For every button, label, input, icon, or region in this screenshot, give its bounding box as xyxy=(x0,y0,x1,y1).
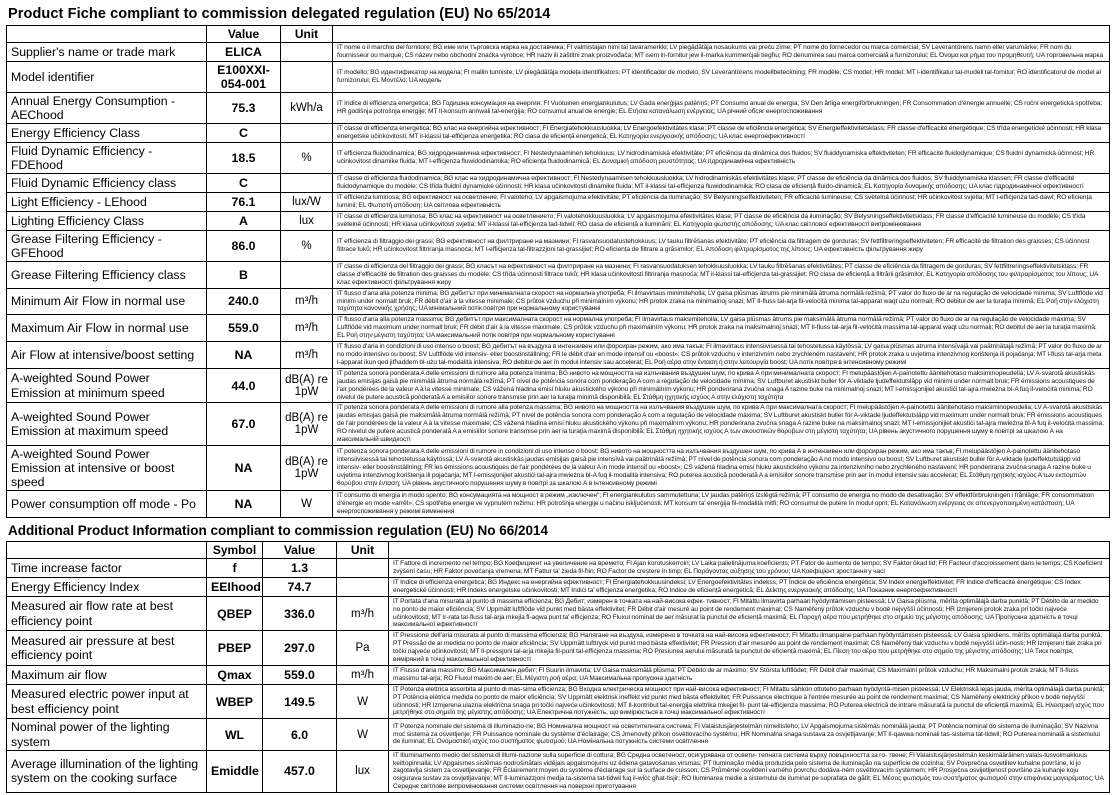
row-label: Fluid Dynamic Efficiency - FDEhood xyxy=(7,142,207,173)
row-unit xyxy=(337,559,389,578)
table-row xyxy=(7,193,1110,212)
row-value: 1.3 xyxy=(263,559,337,578)
row-value: E100XXI-054-001 xyxy=(207,61,281,92)
row-notes: IT consumo di energia in modo spento; BG консумацията на мощност в режим „изключен"; FI energiankulutus sammutettuna; LV jaudas patēriņš izslēgtā režīmā; PT consumo de energia no modo de desativação; SV effektförbrukningen i frånläge; FR consommation d'énergie en mode «arrêt»; CS spotřeba energie ve vypnutém režimu; HR potrošnja energije u načinu isključenosti; MT konsum ta' enerġija fil-modalità mitfi; RO consumul de putere în modul oprit; EL Κατανάλωση ενέργειας σε απενεργοποιημένη κατάσταση; UA енергоспоживання у режимі вимкнення xyxy=(333,491,1110,518)
row-value: 75.3 xyxy=(207,92,281,123)
row-unit: % xyxy=(281,230,333,261)
row-unit: m³/h xyxy=(281,315,333,342)
row-label: Measured air flow rate at best efficiency point xyxy=(7,596,207,631)
row-symbol: WL xyxy=(207,719,263,750)
row-value: 297.0 xyxy=(263,631,337,666)
row-label: Average illumination of the lighting system on the cooking surface xyxy=(7,750,207,793)
table-row xyxy=(7,368,1110,403)
row-label: A-weighted Sound Power Emission at intensive or boost speed xyxy=(7,445,207,490)
row-unit xyxy=(281,124,333,143)
row-value: 67.0 xyxy=(207,403,281,446)
row-symbol: f xyxy=(207,559,263,578)
row-label: Model identifier xyxy=(7,61,207,92)
table-row xyxy=(7,684,1110,719)
row-value: A xyxy=(207,211,281,230)
row-notes: IT potenza sonora ponderata A delle emissioni di rumore in condizioni di uso intenso o boost; BG нивото на мощността на излъчвания въздушен шум, по крива А в интензивен или форсиран режим, ако има такъв; FI melupäästöjen A-painotettu äänitehotaso intensiivisessä tai tehostetussa käytössä; LV A-svarotā akustiskās jaudas emisijas gaisā pie intensīvā vai paātrinātā režīmā; PT nível de potência sonora com ponderação A no modo intensivo ou boost; SV Luftburet akustiskt buller för A-viktade ljudeffektutsläpp vid intensiv- eller boostinställning; FR les émissions acoustiques de l'air pondérées de la valeur A in mode intensif ou «boost»; CS vážená hladina emisí hluku akustického výkonu za intenzivního nebo zrychleného nastavení; HR ponderirana zvučna snaga A razine buke u uvjetima intenzivnog korištenja ili pojačanja; MT l-emissjonijiet akustiċi tal-ajra mwieżna bl-A fuq il-modalità intensiva; RO puterea acustică ponderată A a emisiilor sonore transmise prin aer în modul intensiv sau accelerat; EL Στάθμη ηχητικής ισχύος Α των εκπομπών θορύβου στην ένταση; UA рівень акустичного порушення шуму в повітрі за шкалою А в інтенсивному режимі xyxy=(333,445,1110,490)
table-row xyxy=(7,315,1110,342)
header2-symbol: Symbol xyxy=(207,542,263,559)
table-row xyxy=(7,211,1110,230)
row-notes: IT classe di efficienza del filtraggio dei grassi; BG класът на ефективност на филтриране на мазнини; FI rasvansuodatuksen tehokkuusluokka; LV tauku filtrēšanas efektivitātes; PT classe de eficiência da filtragem de gorduras; SV fettfiltreringseffektivitetsklass; FR classe d'efficacité de filtration des graisses du modèle; CS třída účinnosti filtrace tuků; HR klasa učinkovitosti filtriranja masnoća; MT il-klassi tal-effiċjenza tal-grassijiet; RO clasa de eficiență a filtrării grăsimilor; EL Κατηγορία απόδοσης του φιλτραρίσματος του λίπους; UA клас ефективності фільтрування жиру xyxy=(333,261,1110,288)
row-notes: IT Pressione dell'aria misurata al punto di massima efficienza; BG Налягане на въздуха, измерено в точката на най-висока ефективност; FI Mitattu ilmanpaine parhaan hyödyntämisen pisteessä; LV Gaisa spiediens, mērīts optimālajā darba punktā; PT Pressão de ar medida no ponto de maior eficiência; SV Uppmätt lufttryck vid punkt med bästa effektivitet; FR Pression d'air mesurée au point de rendement maximal; CS Naměřený tlak vzduchu v bodě nejvyšší účin-nosti; HR Izmjereni tlak zraka pri točki najveće učinkovitosti; MT Il-pressjoni tal-arja mkejla fil-punt tal-effiċjenza massima; RO Presiunea aerului măsurată la punctul de eficiență maximă; EL Πίεση του αέρα που μετρήθηκε στο σημείο της μέγιστης απόδοσης; UA Тиск повітря, виміряний в точці максимальної ефективності xyxy=(389,631,1110,666)
row-label: Time increase factor xyxy=(7,559,207,578)
table-row xyxy=(7,403,1110,446)
row-notes: IT Portata d'aria misurata al punto di massima efficienza; BG Дебит; измерен в точката на най-висока ефек- тивност; FI Mitattu ilmavirta parhaan hyödyntämisen pisteessä; LV Gaisa plūsma, mērīta optimālajā darba punktā; PT Débito de ar medido no ponto de maior eficiência; SV Uppmätt luftflöde vid punkt med bästa effektivitet; FR Débit d'air mesuré au point de rendement maximal; CS Naměřený průtok vzduchu v bodě nejvyšší účinnosti; HR Izmjereni protok zraka pri točki najveće učinkovitosti; MT Ir-rata tal-fluss tal-arja mkejla fl-aqwa punt ta' effiċjenza; RO Fluxul nominal de aer măsurat la punctul de eficiență maximă; EL Παροχή αέρα που μετρήθηκε στο σημείο της μέγιστης απόδοσης; UA Пропускна здатність в точці максимальної ефективності xyxy=(389,596,1110,631)
row-unit: dB(A) re 1pW xyxy=(281,403,333,446)
row-label: Measured air pressure at best efficiency point xyxy=(7,631,207,666)
row-unit: W xyxy=(281,491,333,518)
product-fiche-table xyxy=(6,25,1110,518)
row-unit: lux xyxy=(337,750,389,793)
table-row xyxy=(7,750,1110,793)
header2-notes xyxy=(389,542,1110,559)
row-unit xyxy=(281,174,333,193)
table-row xyxy=(7,288,1110,315)
row-label: Minimum Air Flow in normal use xyxy=(7,288,207,315)
row-value: 44.0 xyxy=(207,368,281,403)
row-notes: IT efficienza di filtraggio dei grassi; BG ефективност на филтриране на мазнини; FI rasvansuodatustehokkuus; LV tauku filtrēšanas efektivitāte; PT eficiência da filtragem de gorduras; SV fettfiltreringseffektiviteten; FR efficacité de filtration des graisses; CS účinnost filtrace tuků; HR učinkovitost filtriranja masnoća; MT l-effiċjenza tal-filtrazzjoni tal-grassijiet; RO eficiența de filtrare a grăsimilor; EL Απόδοση φιλτραρίσματος της λίπους; UA ефективність фільтрування жиру xyxy=(333,230,1110,261)
row-notes: IT flusso d'aria alla potenza massima; BG дебитът при максималната скорост на нормална употреба; FI ilmavirtaus maksimiteholla; LV gaisa plūsmas ātrums pie maksimālā ātruma normālā režīmā; PT valor do fluxo de ar na regulação de velocidade máxima; SV Luftflöde vid maximum under normalt bruk; FR débit d'air à la vitesse maximale; CS průtok vzduchu při maximálním výkonu; HR protok zraka na maksimalnoj snazi; MT Il-fluss tal-arja fil-veloċità massima tal-apparat waqt użu normali; RO debitul de aer la turaţia maximă; EL Ροή στην μέγιστη ταχύτητα; UA максимальний потік повітря при нормальному користуванні xyxy=(333,315,1110,342)
row-unit xyxy=(337,577,389,596)
table2-header-row xyxy=(7,542,1110,559)
row-label: Fluid Dynamic Efficiency class xyxy=(7,174,207,193)
table-row xyxy=(7,230,1110,261)
row-notes: IT potenza sonora ponderata A delle emissioni di rumore alla potenza massima; BG нивото на мощността на излъчвания въздушен шум, по крива А при максималната скорост; FI melupäästöjen A-painotettu äänitehotaso maksiminopeudella; LV A-svarotā akustiskās jaudas emisijas gaisā pie maksimālā ātruma normālā režīmā; PT nível de potência sonora com ponderação A com a regulação de velocidade máxima; SV Luftburet akustiskt buller för A-viktade ljudeffektutsläpp vid maximum under normalt bruk; FR émissions acoustiques de l'air pondérées de la valeur A à la vitesse maximale; CS vážená hladina emisí hluku akustického výkonu při maximálním výkonu; HR ponderirana zvučna snaga A razine buke na maksimalnoj snazi; MT l-emissjonijiet akustiċi tal-ajra mwieżna bl-A fuq il-veloċità massima; RO nivelul de putere acustică ponderată A a emisiilor sonore transmise prin aer la turaţia maximă disponibilă; EL Στάθμη ηχητικής ισχύος Α των ακουστικών θορύβων στη μέγιστη ταχύτητα; UA рівень акустичного порушення шуму в повітрі за шкалою А на максимальній швидкості xyxy=(333,403,1110,446)
row-value: 457.0 xyxy=(263,750,337,793)
row-value: 559.0 xyxy=(263,665,337,684)
row-value: NA xyxy=(207,445,281,490)
row-label: Power consumption off mode - Po xyxy=(7,491,207,518)
row-notes: IT classe di efficienza fluidodinamica; BG клас на хидродинамична ефективност; FI Nestedynaamisen tehokkuusluokka; LV hidrodinamiskās efektivitātes klase; PT classe de eficiência da dinâmica dos fluidos; SV fluiddynamiska klassen; FR classe d'efficacité fluidodynamique du modèle; CS třída fluidní dynamické účinnosti; HR klasa učinkovitosti dinamike fluida; MT il-klassi tal-effiċjenza fluwidodinamika; RO clasa de eficiență fluido-dinamică; EL Κατηγορία δυναμικής απόδοσης; UA клас гідродинамічної ефективності xyxy=(333,174,1110,193)
row-value: NA xyxy=(207,491,281,518)
header-label xyxy=(7,26,207,43)
row-symbol: QBEP xyxy=(207,596,263,631)
row-value: 76.1 xyxy=(207,193,281,212)
row-label: Lighting Efficiency Class xyxy=(7,211,207,230)
row-unit: dB(A) re 1pW xyxy=(281,445,333,490)
row-unit: m³/h xyxy=(281,288,333,315)
row-label: Supplier's name or trade mark xyxy=(7,43,207,62)
row-value: 336.0 xyxy=(263,596,337,631)
page-title: Product Fiche compliant to commission delegated regulation (EU) No 65/2014 xyxy=(8,6,551,22)
table-row xyxy=(7,174,1110,193)
table-row xyxy=(7,342,1110,369)
row-value: 18.5 xyxy=(207,142,281,173)
row-notes: IT Illuminamento medio del sistema di illumi-nazione sulla superficie di cottura; BG Средна осветеност, осигурявана от освети- телната система върху повърхността за го- твене; FI Valaistusjärjestelmän keskimääräinen valais-tusvoimakkuus keittopinnalla; LV Apgaismes sistēmas nodrošinātais vidējais apgaismojums uz ēdiena gatavošanas virsmas; PT Iluminação média produzida pelo sistema de iluminação na superfície de cozinha; SV Povprečna osvetlitev kuhalne površine, ki jo zagotavlja sistem za osvetljevanje; FR Éclairement moyen du système d'éclairage sur la surface de cuisson; CS Průměrné osvětlení varného povrchu dodáva-ném osvětlovacím systémem; HR Prosječna osvijetljenost površine za kuhanje koju osigurava sustav za osvjetljavanje; MT Il-luminazzjoni medja ta-sistema tat-tidwil fuq il-wiċċ għat-tisjir; RO Iluminarea medie a sistemului de iluminat pe suprafața de gătit; EL Μέσος φωτισμός του συστήματος φωτισμού στην επιφάνεια μαγειρέματος; UA Середнє світлове випромінювання системи освітлення на поверхні приготування xyxy=(389,750,1110,793)
row-unit: Pa xyxy=(337,631,389,666)
table-row xyxy=(7,445,1110,490)
row-label: Measured electric power input at best efficiency point xyxy=(7,684,207,719)
row-unit: kWh/a xyxy=(281,92,333,123)
header2-value: Value xyxy=(263,542,337,559)
table-row xyxy=(7,261,1110,288)
row-notes: IT Potenza elettrica assorbita al punto di mas-sima efficienza; BG Входна електрическа мощност при най-висока ефективност; FI Mitattu sähkön ottoteho parhaan hyödyntä-misen pisteessä; LV Elektriskā iejas jauda, mērīta optimālajā darba punktā; PT Potência elétrica medida no ponto de maior eficiência; SV Uppmätt elektrisk ineffekt vid punkt med bästa effektivitet; FR Puissance électrique à l'entrée mesurée au point de rendement maximal; CS Naměřený elektrický příkon v bodě nejvyšší účinnosti; HR Izmjerena ulazna električna snaga pri točki najveće učinkovitosti; MT Il-kontribut tal-enerġija elettrika mkejjel fil- punt tal-effiċjenza massima; RO Puterea electrică de intrare măsurată la punctul de eficiență maximă; EL Ηλεκτρική ισχύς που μετρήθηκε στο σημείο της μέγιστης απόδοσης; UA Електрична потужність, що вимірюється в точці максимальної ефективності xyxy=(389,684,1110,719)
header-unit: Unit xyxy=(281,26,333,43)
row-notes: IT flusso d'aria alla potenza minima; BG дебитът при минималната скорост на нормална употреба; FI ilmavirtaus minimiteholla; LV gaisa plūsmas ātrums pie minimālā ātruma normālā režīmā; PT valor do fluxo de ar na regulação de velocidade mínima; SV Luftflöde vid minimi under normalt bruk; FR débit d'air à la vitesse minimale; CS průtok vzduchu při minimálním výkonu; HR protok zraka na minimalnoj snazi; MT Il-fluss tal-arja fil-veloċità minima tal-apparat waqt użu normali; RO debitul de aer la turaţia minimă; EL Ροή στην ελάχιστη ταχύτητα κανονικής χρήσης; UA мінімальний потік повітря при нормальному користуванні xyxy=(333,288,1110,315)
row-label: A-weighted Sound Power Emission at minimum speed xyxy=(7,368,207,403)
row-label: Grease Filtering Efficiency - GFEhood xyxy=(7,230,207,261)
header2-label xyxy=(7,542,207,559)
additional-info-table xyxy=(6,541,1110,793)
table-row xyxy=(7,559,1110,578)
row-label: Maximum Air Flow in normal use xyxy=(7,315,207,342)
row-unit: m³/h xyxy=(337,596,389,631)
row-notes: IT Indice di efficienza energetica; BG Индекс на енергийна ефективност; FI Energiatehokkuusindeksi; LV Energoefektivitātes indekss; PT Índice de eficiência energética; SV Index energieffektivitet; FR Indice d'efficacité énergétique; CS Index energetické účinnosti; HR Indeks energetske učinkovitosti; MT Indiċi ta' effiċjenza enerġetika; RO Indice de eficiență energetică; EL Δείκτης ενεργειακής απόδοσης; UA Показник енергоефективності xyxy=(389,577,1110,596)
row-label: Nominal power of the lighting system xyxy=(7,719,207,750)
row-value: C xyxy=(207,124,281,143)
row-label: Energy Efficiency Class xyxy=(7,124,207,143)
section-title-additional-info: Additional Product Information compliant to commission regulation (EU) No 66/2014 xyxy=(8,523,549,539)
table-row xyxy=(7,61,1110,92)
row-notes: IT modello; BG идентификатор на модела; FI mallin tunniste; LV piegādātāja modeļa identifikators; PT identificador de modelo; SV Leverantörens modellbeteckning; FR modèle; CS model; HR model; MT l-identifikatur tal-mudell tal-fornitur; RO identificatorul de model al furnizorului; EL Μοντέλο; UA модель xyxy=(333,61,1110,92)
table-row xyxy=(7,631,1110,666)
row-unit: m³/h xyxy=(337,665,389,684)
table-row xyxy=(7,92,1110,123)
row-unit xyxy=(281,261,333,288)
row-unit: lux xyxy=(281,211,333,230)
row-label: Annual Energy Consumption - AEChood xyxy=(7,92,207,123)
row-unit: m³/h xyxy=(281,342,333,369)
table-row xyxy=(7,491,1110,518)
row-label: Grease Filtering Efficiency class xyxy=(7,261,207,288)
row-symbol: Qmax xyxy=(207,665,263,684)
row-notes: IT efficienza luminosa; BG ефективност на осветление; FI valotehо; LV apgaismojuma efektivitāte; PT eficiência da iluminação; SV Belysningseffektiviteten; FR efficacité lumineuse; CS světelná účinnost; HR učinkovitost svjetla; MT l-effiċjenza tad-dawl; RO eficiența luminii; EL Φωτιστή απόδοση; UA світлова ефективність xyxy=(333,193,1110,212)
row-value: ELICA xyxy=(207,43,281,62)
row-value: 74.7 xyxy=(263,577,337,596)
table-row xyxy=(7,719,1110,750)
row-label: Light Efficiency - LEhood xyxy=(7,193,207,212)
row-symbol: PBEP xyxy=(207,631,263,666)
row-value: 86.0 xyxy=(207,230,281,261)
row-notes: IT flusso d'aria in condizioni di uso intenso o boost; BG дебитът на въздуха в интензивен или форсиран режим, ако има такъв; FI ilmavirtaus intensiivisessä tai tehostetussa käytössä; LV gaisa plūsmas atruma intensīvajā vai paātrinātajā režīmā; PT valor do fluxo de ar no modo intensivo ou boost; SV Luftflöde vid intensiv- eller boostinställning; FR le débit d'air en mode intensif ou «boost»; CS průtok vzduchu v intenzivním nebo zrychleném nastavení; HR protok zraka u uvjetima intenzivnog korištenja ili pojačanja; MT l-fluss tal-arja meta l-apparat ikun qed jitħaddem bl-użu tal-modalità intensiva; RO debitul de aer în modul intensiv sau accelerat; EL Ροή αέρα στην ένταση ή στην λειτουργία boost; UA потік повітря в інтенсивному режимі xyxy=(333,342,1110,369)
row-unit xyxy=(281,61,333,92)
row-symbol: Emiddle xyxy=(207,750,263,793)
row-label: Air Flow at intensive/boost setting xyxy=(7,342,207,369)
row-value: B xyxy=(207,261,281,288)
row-label: A-weighted Sound Power Emission at maximum speed xyxy=(7,403,207,446)
row-notes: IT potenza sonora ponderata A delle emissioni di rumore alla potenza minima; BG нивото на мощността на излъчвания въздушен шум, по крива А при минималната скорост; FI melupäästöjen A-painotettu äänitehotaso maksiminopeudella; LV A-svarotā akustiskās jaudas emisijas gaisā pie minimālā ātruma normālā režīmā; PT nível de potência sonora com ponderação A com a regulação de velocidade mínima; SV Luftburet akustiskt buller för A-viktade ljudeffektutsläpp vid minimi under normalt bruk; FR émissions acoustiques de l'air pondérées de la valeur A à la vitesse minimale; CS vážená hladina emisí hluku akustického výkonu při minimálním výkonu; HR ponderirana zvučna snaga A razine buke na minimalnoj snazi; MT l-emissjonijiet akustiċi tal-ajra mwieżna bl-A fuq il-veloċità minima; RO nivelul de putere acustică ponderată A a emisiilor sonore transmise prin aer la turaţia minimă disponibilă; EL Στάθμη ηχητικής ισχύος Α στην ελάχιστη ταχύτητα xyxy=(333,368,1110,403)
row-notes: IT classe di efficienza luminosa; BG клас на ефективност на осветлението; FI valotehokkuusluokka; LV apgaismojuma efektivitātes klase; PT classe de eficiência da iluminação; SV Belysningseffektivitetsklass; FR classe d'efficacité lumineuse du modèle; CS třída světelné účinnosti; HR klasa učinkovitosti svjetla; MT il-klassi tal-effiċjenza tad-tidwil; RO clasa de eficiență a iluminării; EL Κατηγορία φωτιστής απόδοσης; UA клас світлової ефективності випромінювання xyxy=(333,211,1110,230)
row-notes: IT classe di efficienza energetica; BG клас на енергийна ефективност; FI Energiatehokkuusluokka; LV Energoefektivitātes klase; PT classe de eficiência energética; SV Energieffektivitetsklass; FR classe d'efficacité énergétique; CS třída energetické účinnosti; HR klasa energetske učinkovitosti; MT il-klassi tal-effiċjenza enerġetika; RO clasa de eficiență energetică; EL Κατηγορία ενεργειακής απόδοσης; UA клас енергоефективності xyxy=(333,124,1110,143)
row-notes: IT Fattore di incremento nel tempo; BG Коефициент на увеличение на времето; FI Ajan korotuskerroin; LV Laika palielinājuma koeficients; PT Fator de aumento de tempo; SV Faktor ökad tid; FR Facteur d'accroissement dans le temps; CS Koeficient zvýšení času; HR Faktor povećanja vremena; MT Fattur ta' żieda fil-ħin; RO Factor de creștere în timp; EL Παράγοντας αύξησης του χρόνου; UA Коефіцієнт зростання у часі xyxy=(389,559,1110,578)
row-symbol: WBEP xyxy=(207,684,263,719)
header-value: Value xyxy=(207,26,281,43)
row-notes: IT Potenza nominale del sistema di illuminazio-ne; BG Номинална мощност на осветителната система; FI Valaistusjärjestelmän nimellisteho; LV Apgaismojuma sistēmas nominālā jauda; PT Potência nominal do sistema de iluminação; SV Nazivna moć sistema za osvetljenje; FR Puissance nominale du système d'éclairage; CS Jmenovitý příkon osvětlovacího systému; HR Nominalna snaga sustava za osvjetljavanje; MT Il-qawwa nominali tas-sistema tat-tidwil; RO Puterea nominală a sistemului de iluminat; EL Ονομαστική ισχύς του συστήματος φωτισμού; UA Номінальна потужність системи освітлення xyxy=(389,719,1110,750)
row-value: 6.0 xyxy=(263,719,337,750)
row-unit: % xyxy=(281,142,333,173)
row-value: 240.0 xyxy=(207,288,281,315)
header2-unit: Unit xyxy=(337,542,389,559)
row-unit: dB(A) re 1pW xyxy=(281,368,333,403)
row-value: 559.0 xyxy=(207,315,281,342)
header-notes xyxy=(333,26,1110,43)
row-value: 149.5 xyxy=(263,684,337,719)
row-value: C xyxy=(207,174,281,193)
table-row xyxy=(7,124,1110,143)
row-label: Maximum air flow xyxy=(7,665,207,684)
row-symbol: EEIhood xyxy=(207,577,263,596)
table-header-row xyxy=(7,26,1110,43)
table-row xyxy=(7,142,1110,173)
table-row xyxy=(7,577,1110,596)
table-row xyxy=(7,596,1110,631)
row-value: NA xyxy=(207,342,281,369)
row-unit: W xyxy=(337,719,389,750)
row-unit: lux/W xyxy=(281,193,333,212)
row-unit xyxy=(281,43,333,62)
table-row xyxy=(7,43,1110,62)
row-unit: W xyxy=(337,684,389,719)
table-row xyxy=(7,665,1110,684)
row-notes: IT nome o il marchio del fornitore; BG име или търговска марка на доставчика; FI valmistajan nimi tai tavaramerkki; LV piegādātāja nosaukums vai preču zīme; PT nome do fornecedor ou marca comercial; SV Leverantörens namn eller varumärke; FR nom du fournisseur ou marque; CS název nebo obchodní značka výrobce; HR naziv ili zaštitni znak proizvođača; MT isem in-fornitur jew il-marka kummerċjali tiegħu; RO denumirea sau marca comercială a furnizorului; EL Όνομα και ρήμα του προμηθευτή; UA торговельна марка xyxy=(333,43,1110,62)
row-notes: IT efficienza fluidodinamica; BG хидродинамична ефективност; FI Nestedynaaminen tehokkuus; LV hidrodinamiskā efektivitāte; PT eficiência da dinâmica dos fluidos; SV fluiddynamiska effektiviteten; FR efficacité fluidodynamique; CS fluidní dynamická účinnost; HR učinkovitost dinamike fluida; MT l-effiċjenza fluwidodinamika; RO eficiența fluidodinamică; EL Δυναμική απόδοση ρευστότητας; UA гідродинамічна ефективність xyxy=(333,142,1110,173)
row-label: Energy Efficiency Index xyxy=(7,577,207,596)
row-notes: IT Indice di efficienza energetica; BG Годишна консумация на енергия; FI Vuotuinen energiankulutus; LV Gada enerģijas patēriņš; PT Consumo anual de energia; SV Den årliga energiförbrukningen; FR Consommation d'énergie annuelle; CS roční energetická spotřeba; HR godišnja potrošnja energije; MT Il-konsum annwali tal-enerġija; RO consumul anual de energie; EL Ετήσια κατανάλωση ενέργειας; UA річний обсяг енергоспоживання xyxy=(333,92,1110,123)
row-notes: IT Flusso d'aria massimo; BG Максимален дебит; FI Suurin ilmavirta; LV Gaisa maksimālā plūsma; PT Débito de ar máximo; SV Största luftflödet; FR Débit d'air maximal; CS Maximální průtok vzduchu; HR Maksimalni protok zraka; MT Il-fluss massimu tal-arja; RO Fluxul maxim de aer; EL Μέγιστη ροή αέρα; UA Максимальна пропускна здатність xyxy=(389,665,1110,684)
